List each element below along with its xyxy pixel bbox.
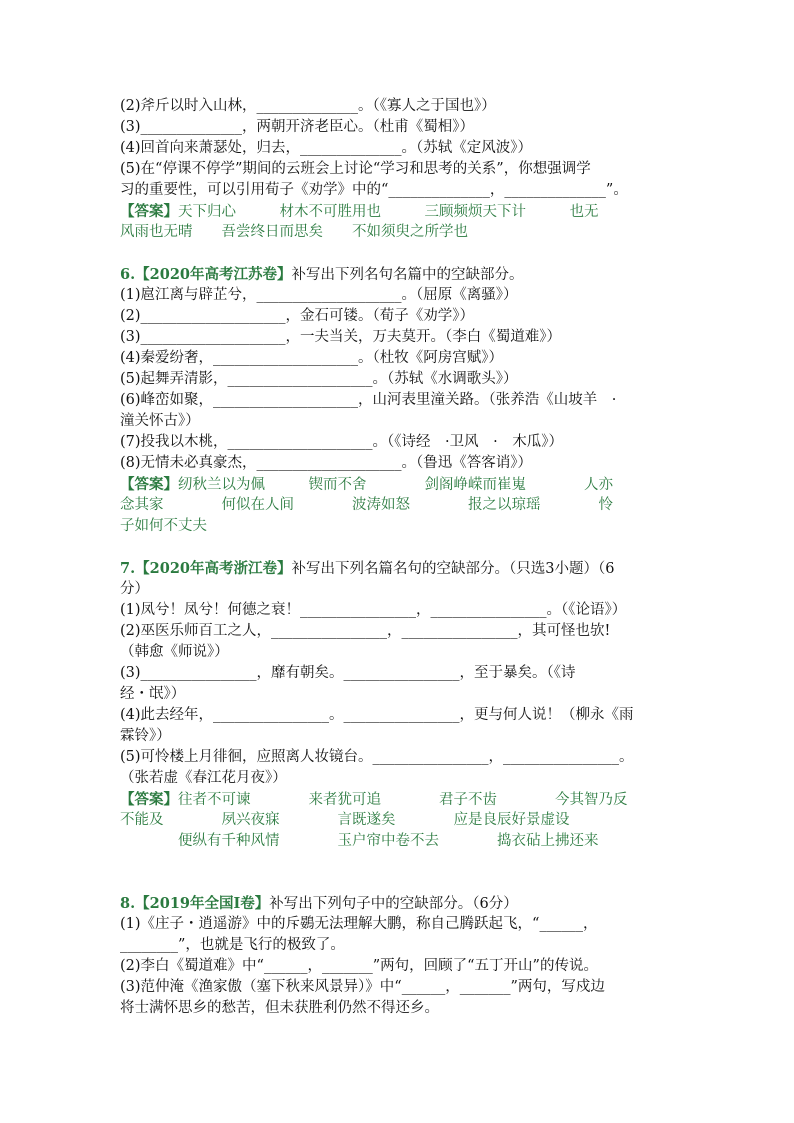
question-item: (3)____________________，一夫当关，万夫莫开。（李白《蜀道难》）	[120, 329, 562, 345]
question-item: (5)可怜楼上月徘徊，应照离人妆镜台。________________，________________。	[120, 749, 634, 765]
question-item: (3)________________，靡有朝矣。________________，至于暴矣。（《诗	[120, 665, 576, 681]
question-item: (1)凤兮！凤兮！何德之衰！________________，________________。（《论语》）	[120, 602, 627, 618]
text-line: (4)回首向来萧瑟处，归去，______________。（苏轼《定风波》）	[120, 140, 533, 156]
question-prompt: 补写出下列名句名篇中的空缺部分。	[291, 267, 524, 283]
text-line: (2)斧斤以时入山林，______________。（《寡人之于国也》）	[120, 98, 496, 114]
question-heading	[120, 893, 518, 915]
text-line: (5)在“停课不停学”期间的云班会上讨论“学习和思考的关系”，你想强调学	[120, 161, 591, 177]
answer-block	[120, 201, 599, 223]
answer-text: 纫秋兰以为佩 锲而不舍 剑阁峥嵘而崔嵬 人亦	[178, 477, 613, 493]
answer-tag: 【答案】	[120, 203, 178, 220]
question-item: 潼关怀古》）	[120, 413, 200, 429]
text-line: 习的重要性，可以引用荀子《劝学》中的“______________，______________”。	[120, 182, 628, 198]
answer-tag: 【答案】	[120, 791, 178, 808]
question-item: (1)扈江离与辟芷兮，____________________。（屈原《离骚》）	[120, 287, 518, 303]
question-item: (4)此去经年，________________。________________，更与何人说！（柳永《雨	[120, 707, 634, 723]
question-prompt: 补写出下列名篇名句的空缺部分。（只选3小题）（6	[291, 561, 615, 577]
question-source: 【2020年高考浙江卷】	[135, 560, 292, 577]
answer-text: 便纵有千种风情 玉户帘中卷不去 捣衣砧上拂还来	[120, 833, 599, 849]
question-source: 【2020年高考江苏卷】	[135, 266, 292, 283]
answer-text: 子如何不丈夫	[120, 518, 207, 534]
question-item: (3)范仲淹《渔家傲（塞下秋来风景异）》中“______，_______”两句，写戍边	[120, 979, 605, 995]
question-item: 霖铃》）	[120, 728, 171, 744]
answer-text: 不能及 夙兴夜寐 言既遂矣 应是良辰好景虚设	[120, 812, 570, 828]
question-heading	[120, 558, 614, 580]
question-number: 8.	[120, 895, 136, 912]
question-item: （张若虚《春江花月夜》）	[120, 770, 287, 786]
question-item: ________”，也就是飞行的极致了。	[120, 937, 345, 953]
answer-text: 往者不可谏 来者犹可追 君子不齿 今其智乃反	[178, 792, 628, 808]
question-prompt-cont: 分）	[120, 581, 149, 597]
question-heading	[120, 264, 524, 286]
answer-text: 风雨也无晴 吾尝终日而思矣 不如须臾之所学也	[120, 224, 468, 240]
question-item: （韩愈《师说》）	[120, 644, 229, 660]
question-item: (5)起舞弄清影，____________________。（苏轼《水调歌头》）	[120, 371, 518, 387]
answer-block	[120, 474, 613, 496]
question-item: 经・氓》）	[120, 686, 186, 702]
answer-tag: 【答案】	[120, 476, 178, 493]
question-item: (2)巫医乐师百工之人，________________，________________，其可怪也欤!	[120, 623, 611, 639]
text-line: (3)______________，两朝开济老臣心。（杜甫《蜀相》）	[120, 119, 475, 135]
question-item: (1)《庄子・逍遥游》中的斥鷃无法理解大鹏，称自己腾跃起飞，“______，	[120, 916, 598, 932]
question-item: (6)峰峦如聚，____________________，山河表里潼关路。（张养浩《山坡羊 ·	[120, 392, 617, 408]
question-item: (8)无情未必真豪杰，____________________。（鲁迅《答客诮》）	[120, 455, 533, 471]
question-source: 【2019年全国I卷】	[135, 895, 270, 912]
question-number: 6.	[120, 266, 136, 283]
question-prompt: 补写出下列句子中的空缺部分。（6分）	[269, 896, 518, 912]
question-item: (4)秦爱纷奢，____________________。（杜牧《阿房宫赋》）	[120, 350, 504, 366]
question-item: (2)李白《蜀道难》中“______，_______”两句，回顾了“五丁开山”的传说。	[120, 958, 598, 974]
question-item: (2)____________________，金石可镂。（荀子《劝学》）	[120, 308, 475, 324]
answer-text: 念其家 何似在人间 波涛如怒 报之以琼瑶 怜	[120, 497, 613, 513]
question-number: 7.	[120, 560, 136, 577]
answer-text: 天下归心 材木不可胜用也 三顾频烦天下计 也无	[178, 204, 599, 220]
answer-block	[120, 789, 628, 811]
question-item: (7)投我以木桃，____________________。（《诗经 ·卫风 · 木瓜》）	[120, 434, 564, 450]
question-item: 将士满怀思乡的愁苦，但未获胜利仍然不得还乡。	[120, 1000, 439, 1016]
